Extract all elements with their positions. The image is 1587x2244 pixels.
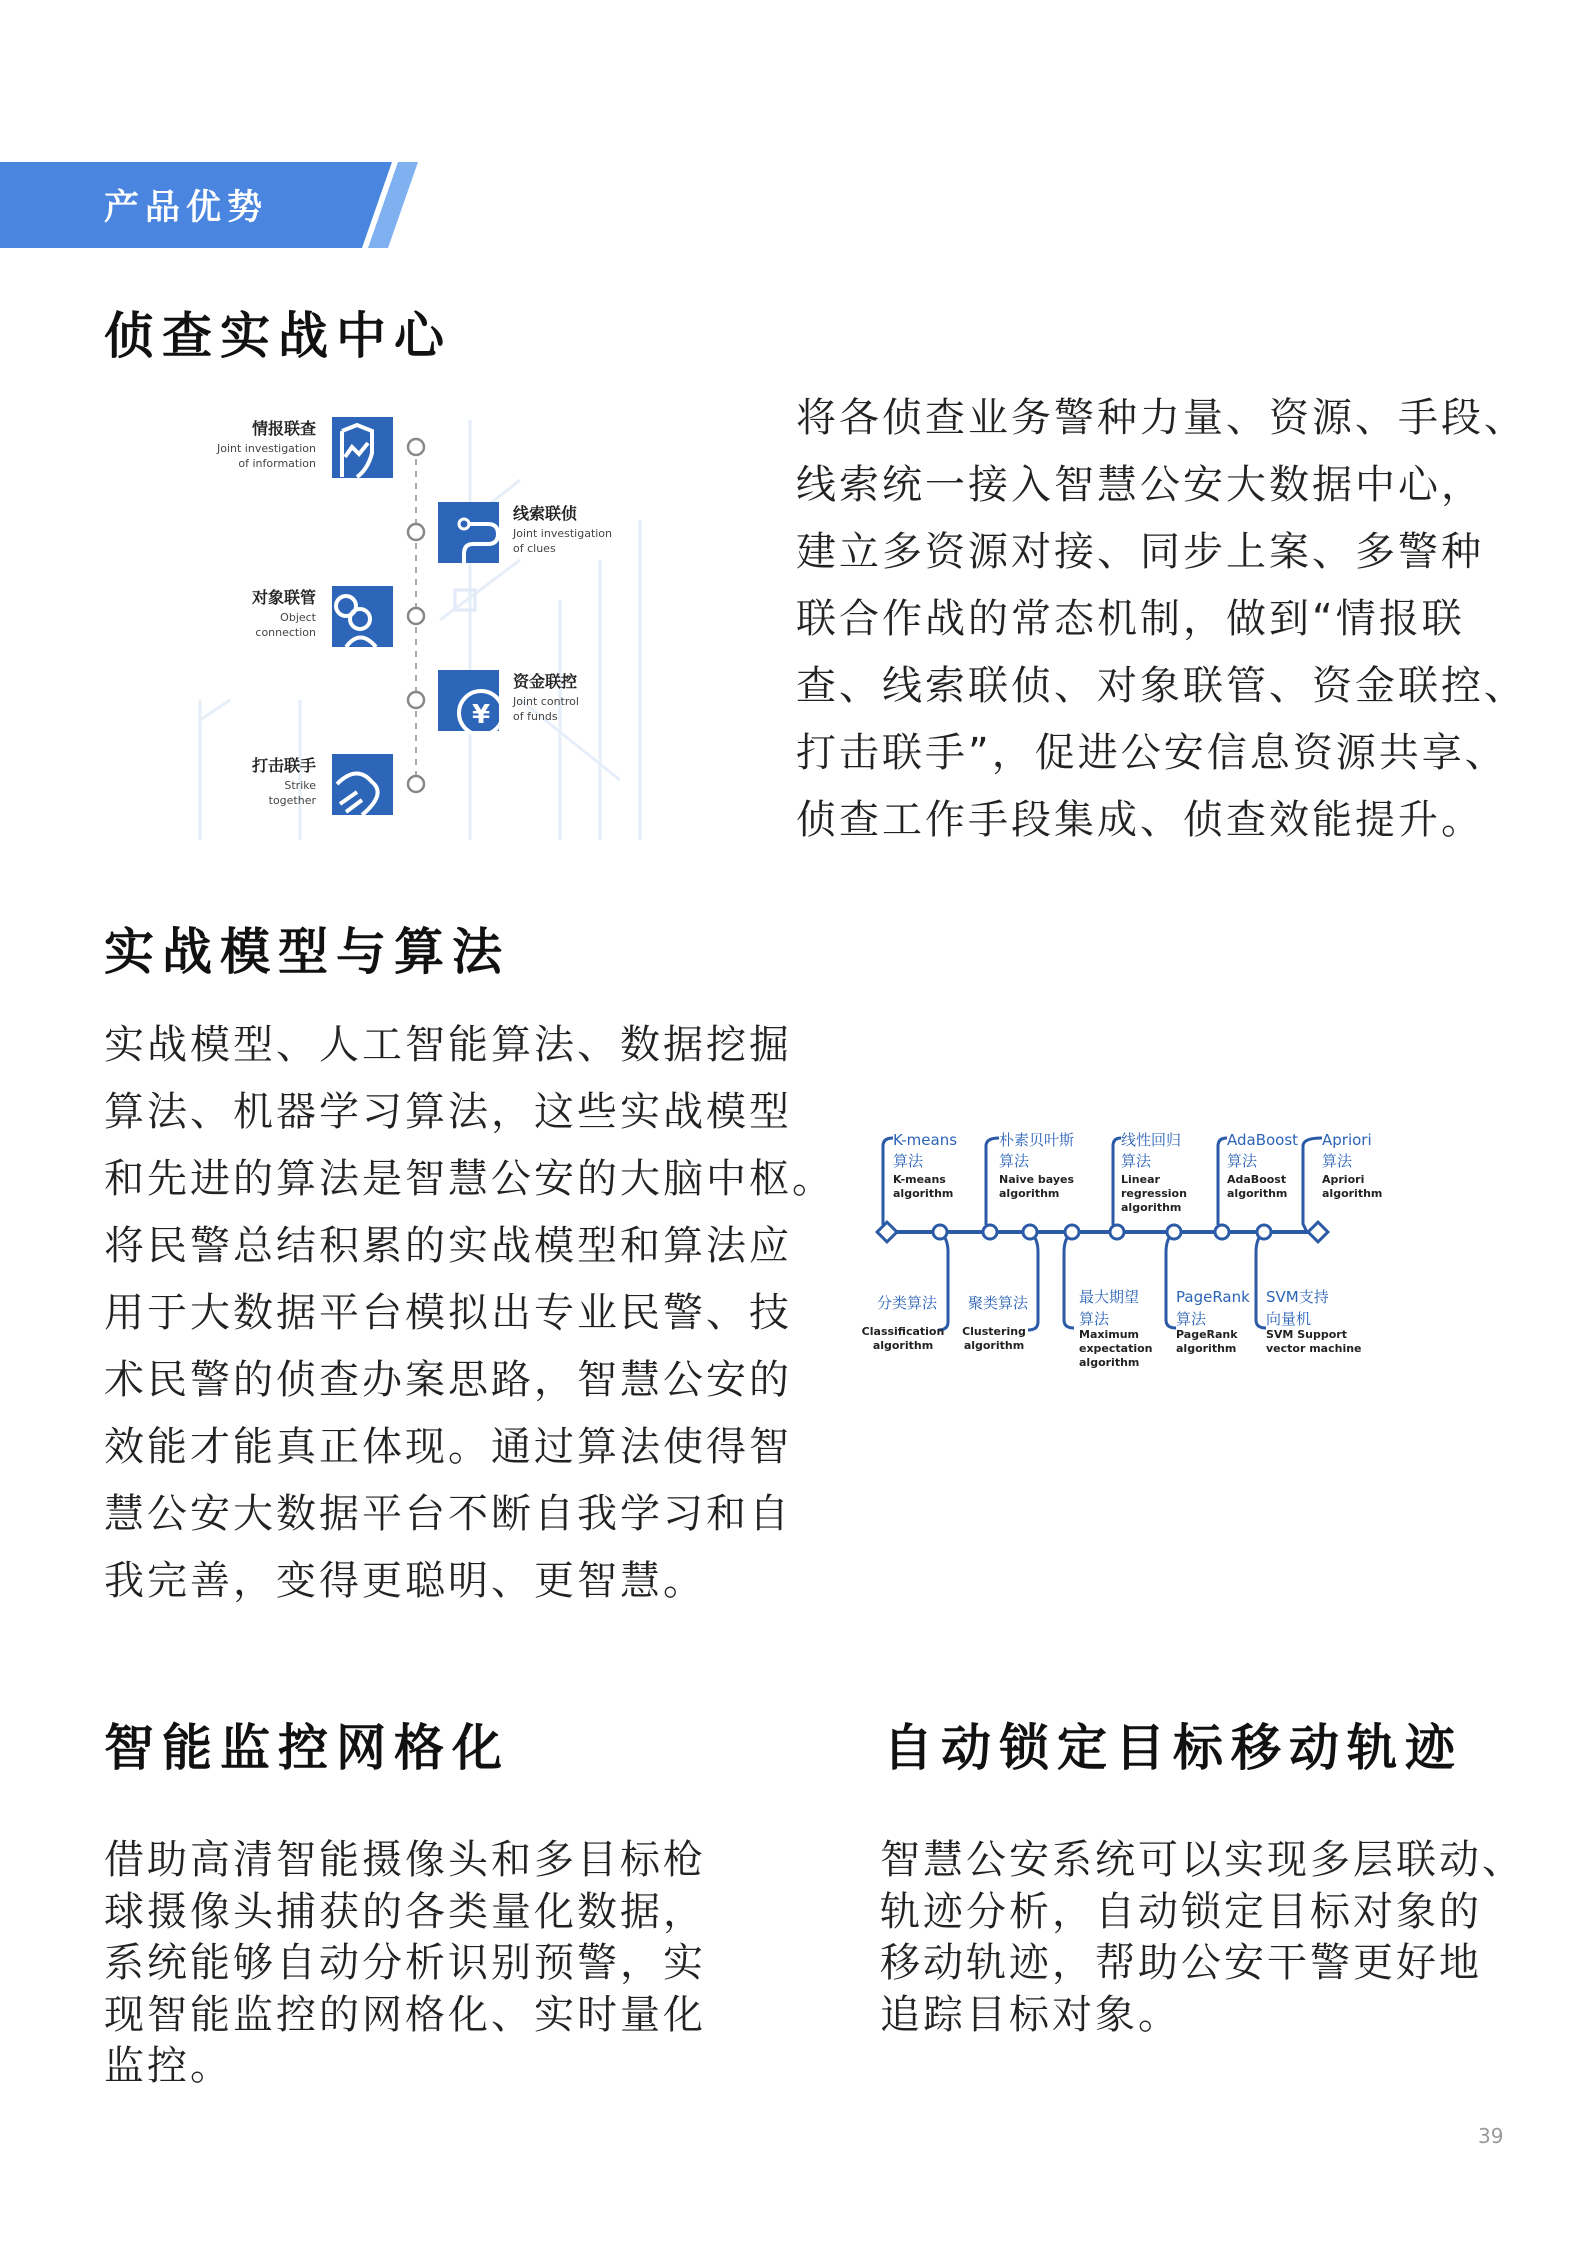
algorithm-title: 算法 bbox=[1121, 1152, 1152, 1170]
algorithm-node bbox=[1065, 1225, 1079, 1239]
algorithm-title: 线性回归 bbox=[1121, 1131, 1182, 1149]
diagram-item-3 bbox=[408, 670, 503, 735]
section-title-tracking: 自动锁定目标移动轨迹 bbox=[883, 1719, 1463, 1777]
diagram-item-en: of clues bbox=[513, 542, 556, 555]
algorithm-branch bbox=[938, 1232, 948, 1330]
algorithm-node bbox=[1023, 1225, 1037, 1239]
algorithm-branch bbox=[1064, 1232, 1074, 1328]
algorithm-end-diamond bbox=[877, 1222, 897, 1242]
diagram-item-en: of funds bbox=[513, 710, 558, 723]
algorithm-en: AdaBoost bbox=[1227, 1173, 1287, 1186]
paragraph-line: 将民警总结积累的实战模型和算法应 bbox=[104, 1223, 792, 1269]
paragraph-line: 和先进的算法是智慧公安的大脑中枢。 bbox=[104, 1156, 835, 1202]
paragraph-line: 监控。 bbox=[104, 2043, 233, 2089]
timeline-node bbox=[408, 776, 424, 792]
algorithm-en: expectation bbox=[1079, 1342, 1153, 1355]
diagram-item-title: 情报联查 bbox=[251, 419, 316, 438]
algorithm-branch bbox=[1166, 1232, 1176, 1328]
path-icon bbox=[438, 502, 499, 563]
circuit-line bbox=[440, 560, 520, 620]
algorithm-en: algorithm bbox=[1176, 1342, 1237, 1355]
diagram-item-0 bbox=[332, 417, 424, 478]
diagram-item-en: Joint investigation bbox=[216, 442, 316, 455]
section-title-monitoring: 智能监控网格化 bbox=[104, 1719, 510, 1777]
diagram-item-1 bbox=[408, 502, 499, 563]
diagram-item-title: 线索联侦 bbox=[513, 504, 578, 523]
paragraph-line: 术民警的侦查办案思路，智慧公安的 bbox=[104, 1357, 792, 1403]
paragraph-line: 线索统一接入智慧公安大数据中心， bbox=[796, 462, 1484, 508]
timeline-node bbox=[408, 439, 424, 455]
paragraph-line: 慧公安大数据平台不断自我学习和自 bbox=[104, 1491, 792, 1537]
timeline-node bbox=[408, 692, 424, 708]
diagram-item-2 bbox=[332, 586, 424, 647]
circuit-line bbox=[200, 700, 230, 720]
diagram-item-title: 资金联控 bbox=[513, 672, 578, 691]
algorithm-title: K-means bbox=[893, 1131, 958, 1149]
algorithm-en: Clustering bbox=[962, 1325, 1026, 1338]
algorithm-title: Apriori bbox=[1322, 1131, 1372, 1149]
algorithm-branch bbox=[1028, 1232, 1038, 1330]
algorithm-branch bbox=[1303, 1138, 1322, 1232]
diagram-item-en: Object bbox=[280, 611, 316, 624]
algorithm-title: 算法 bbox=[1176, 1310, 1207, 1328]
algorithm-en: SVM Support bbox=[1266, 1328, 1347, 1341]
diagram-item-en: Joint control bbox=[513, 695, 579, 708]
section-banner bbox=[0, 162, 420, 248]
algorithm-en: vector machine bbox=[1266, 1342, 1362, 1355]
paragraph-line: 算法、机器学习算法，这些实战模型 bbox=[104, 1089, 792, 1135]
paragraph-line: 轨迹分析，自动锁定目标对象的 bbox=[880, 1888, 1482, 1935]
section-title-models: 实战模型与算法 bbox=[104, 923, 510, 981]
algorithm-en: algorithm bbox=[1079, 1356, 1140, 1369]
algorithm-en: Classification bbox=[861, 1325, 945, 1338]
algorithm-en: algorithm bbox=[872, 1339, 934, 1352]
algorithm-en: PageRank bbox=[1176, 1328, 1238, 1341]
algorithm-en: algorithm bbox=[893, 1187, 954, 1200]
algorithm-title: 算法 bbox=[1322, 1152, 1353, 1170]
algorithm-title: 算法 bbox=[1079, 1310, 1110, 1328]
algorithm-en: Apriori bbox=[1322, 1173, 1365, 1186]
paragraph-line: 查、线索联侦、对象联管、资金联控、 bbox=[796, 663, 1527, 709]
algorithm-en: Maximum bbox=[1079, 1328, 1139, 1341]
paragraph-line: 球摄像头捕获的各类量化数据， bbox=[104, 1888, 706, 1935]
handshake-icon bbox=[332, 754, 393, 815]
paragraph-line: 用于大数据平台模拟出专业民警、技 bbox=[104, 1290, 792, 1336]
algorithm-en: Naive bayes bbox=[999, 1173, 1074, 1186]
algorithm-branch bbox=[883, 1138, 893, 1232]
algorithm-branch bbox=[1218, 1138, 1227, 1232]
section-title-investigation: 侦查实战中心 bbox=[104, 307, 452, 365]
paragraph-line: 智慧公安系统可以实现多层联动、 bbox=[880, 1837, 1525, 1883]
paragraph-line: 将各侦查业务警种力量、资源、手段、 bbox=[796, 395, 1527, 441]
paragraph-line: 建立多资源对接、同步上案、多警种 bbox=[796, 529, 1484, 575]
algorithm-node bbox=[1110, 1225, 1124, 1239]
algorithm-title: PageRank bbox=[1176, 1288, 1250, 1306]
models-paragraph bbox=[104, 1012, 835, 1615]
diagram-item-en: together bbox=[268, 794, 316, 807]
paragraph-line: 追踪目标对象。 bbox=[880, 1991, 1181, 2038]
algorithm-node bbox=[1215, 1225, 1229, 1239]
paragraph-line: 移动轨迹，帮助公安干警更好地 bbox=[880, 1940, 1482, 1986]
diagram-item-en: connection bbox=[255, 626, 316, 639]
algorithm-title: 朴素贝叶斯 bbox=[999, 1131, 1075, 1149]
algorithm-en: K-means bbox=[893, 1173, 946, 1186]
algorithm-title: 向量机 bbox=[1266, 1310, 1312, 1328]
algorithm-title: 算法 bbox=[893, 1152, 924, 1170]
yuan-glyph: ¥ bbox=[471, 700, 491, 730]
algorithm-en: algorithm bbox=[1227, 1187, 1288, 1200]
algorithm-en: Linear bbox=[1121, 1173, 1160, 1186]
algorithm-en: regression bbox=[1121, 1187, 1187, 1200]
timeline-node bbox=[408, 524, 424, 540]
algorithm-node bbox=[1257, 1225, 1271, 1239]
algorithm-node bbox=[983, 1225, 997, 1239]
monitoring-paragraph bbox=[104, 1835, 706, 2093]
algorithm-node bbox=[1167, 1225, 1181, 1239]
page-number: 39 bbox=[1478, 2124, 1504, 2148]
algorithm-en: algorithm bbox=[999, 1187, 1060, 1200]
algorithm-node bbox=[933, 1225, 947, 1239]
diagram-item-en: of information bbox=[238, 457, 316, 470]
diagram-item-4 bbox=[332, 754, 424, 815]
diagram-item-en: Joint investigation bbox=[513, 527, 613, 540]
algorithm-end-diamond bbox=[1308, 1222, 1328, 1242]
paragraph-line: 我完善，变得更聪明、更智慧。 bbox=[104, 1558, 706, 1604]
paragraph-line: 侦查工作手段集成、侦查效能提升。 bbox=[796, 797, 1484, 843]
algorithm-branch bbox=[1113, 1138, 1121, 1232]
algorithm-title: SVM支持 bbox=[1266, 1288, 1329, 1306]
algorithm-branch bbox=[1256, 1232, 1266, 1328]
algorithm-title: AdaBoost bbox=[1227, 1131, 1299, 1149]
investigation-paragraph bbox=[796, 385, 1527, 854]
paragraph-line: 打击联手”，促进公安信息资源共享、 bbox=[796, 730, 1508, 776]
paragraph-line: 现智能监控的网格化、实时量化 bbox=[104, 1991, 706, 2038]
paragraph-line: 联合作战的常态机制，做到“情报联 bbox=[796, 596, 1465, 642]
algorithm-en: algorithm bbox=[963, 1339, 1025, 1352]
algorithm-title: 最大期望 bbox=[1079, 1288, 1140, 1306]
timeline-node bbox=[408, 608, 424, 624]
diagram-item-title: 打击联手 bbox=[251, 756, 316, 775]
algorithm-en: algorithm bbox=[1322, 1187, 1383, 1200]
paragraph-line: 效能才能真正体现。通过算法使得智 bbox=[104, 1424, 792, 1470]
paragraph-line: 系统能够自动分析识别预警，实 bbox=[104, 1940, 706, 1986]
banner-label: 产品优势 bbox=[104, 188, 269, 228]
algorithm-title: 聚类算法 bbox=[967, 1294, 1029, 1312]
paragraph-line: 借助高清智能摄像头和多目标枪 bbox=[104, 1837, 706, 1883]
algorithm-en: algorithm bbox=[1121, 1201, 1182, 1214]
algorithm-branch bbox=[986, 1138, 999, 1232]
paragraph-line: 实战模型、人工智能算法、数据挖掘 bbox=[104, 1022, 792, 1068]
diagram-item-title: 对象联管 bbox=[251, 588, 316, 607]
algorithm-title: 算法 bbox=[1227, 1152, 1258, 1170]
algorithm-title: 分类算法 bbox=[876, 1294, 938, 1312]
tracking-paragraph bbox=[880, 1835, 1525, 2041]
algorithm-title: 算法 bbox=[999, 1152, 1030, 1170]
diagram-item-en: Strike bbox=[284, 779, 316, 792]
